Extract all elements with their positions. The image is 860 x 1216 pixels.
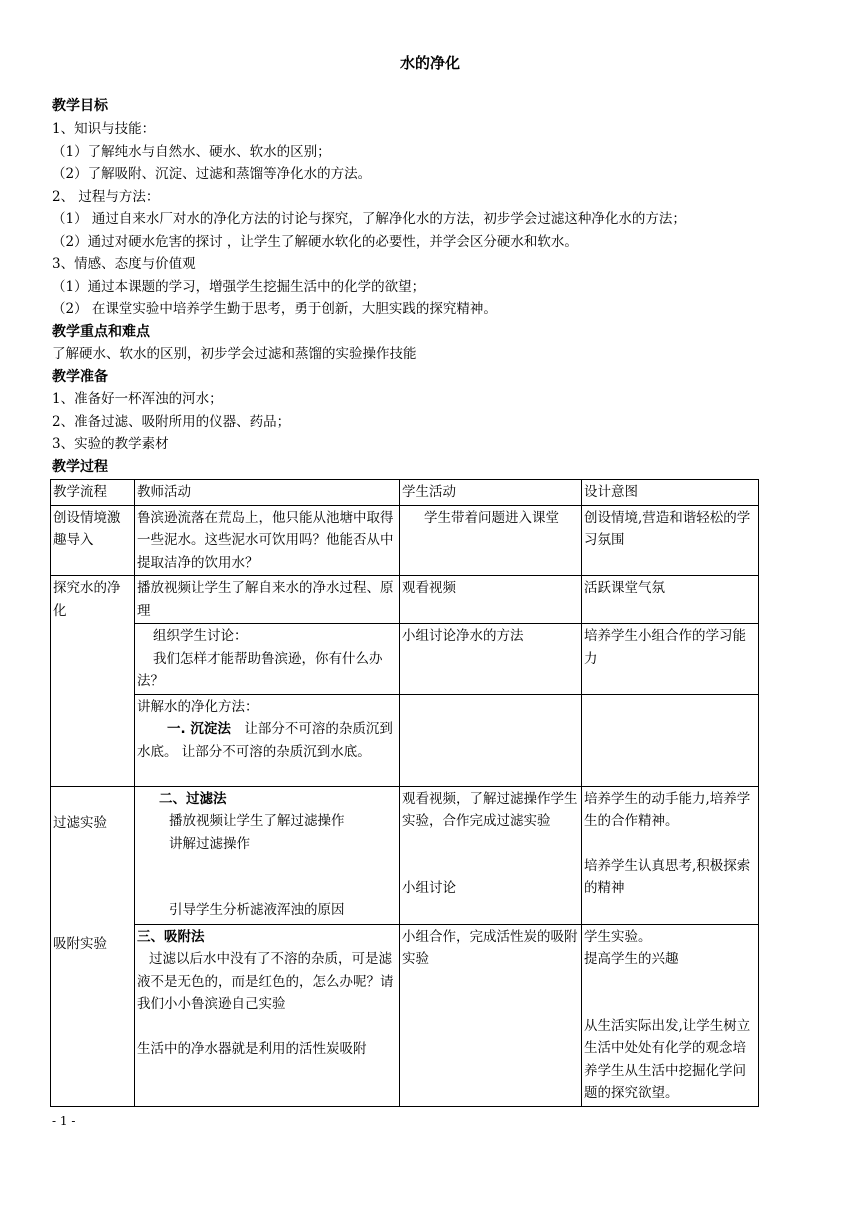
prep-heading: 教学准备 — [52, 369, 108, 385]
goal-3: 3、情感、态度与价值观 — [52, 256, 196, 272]
intent-text: 学生实验。 — [584, 928, 652, 945]
student-text: 小组讨论 — [402, 879, 456, 896]
teacher-text: 过滤以后水中没有了不溶的杂质，可是滤液不是无色的，而是红色的，怎么办呢？请我们小小鲁滨逊自己实验 — [137, 951, 394, 1012]
teacher-cell — [135, 624, 400, 695]
student-cell — [400, 694, 582, 786]
student-cell — [400, 786, 582, 924]
header-teacher: 教师活动 — [135, 480, 400, 506]
header-student: 学生活动 — [400, 480, 582, 506]
intent-cell — [582, 694, 759, 786]
intent-text: 培养学生认真思考,积极探索的精神 — [584, 857, 751, 896]
process-table — [50, 479, 759, 1107]
key-heading: 教学重点和难点 — [52, 324, 150, 340]
teacher-text: 组织学生讨论： — [153, 628, 248, 644]
table-row — [51, 505, 759, 576]
key-text: 了解硬水、软水的区别，初步学会过滤和蒸馏的实验操作技能 — [52, 346, 417, 362]
student-cell — [400, 505, 582, 576]
table-header-row — [51, 480, 759, 506]
intent-cell: 创设情境,营造和谐轻松的学习氛围 — [582, 505, 759, 576]
prep-2: 2、准备过滤、吸附所用的仪器、药品； — [52, 414, 291, 430]
goal-1-1: （1）了解纯水与自然水、硬水、软水的区别； — [52, 144, 331, 160]
teacher-text: 鲁滨逊流落在荒岛上，他只能从池塘中取得一些泥水。这些泥水可饮用吗？他能否从中提取洁净的饮用水？ — [137, 509, 394, 571]
goal-2-2: （2）通过对硬水危害的探讨 ，让学生了解硬水软化的必要性，并学会区分硬水和软水。 — [52, 234, 578, 250]
teacher-cell — [135, 505, 400, 576]
process-heading: 教学过程 — [52, 459, 108, 475]
teacher-text: 我们怎样才能帮助鲁滨逊，你有什么办法？ — [137, 650, 383, 689]
method-title: 一. 沉淀法 — [167, 721, 231, 737]
method-title: 三、吸附法 — [137, 928, 205, 945]
teacher-text: 播放视频让学生了解过滤操作 — [169, 813, 345, 829]
intent-cell: 活跃课堂气氛 — [582, 576, 759, 624]
table-row — [51, 786, 759, 924]
header-intent: 设计意图 — [582, 480, 759, 506]
teacher-cell — [135, 786, 400, 924]
teacher-text: 讲解过滤操作 — [169, 835, 250, 852]
flow-cell: 创设情境激趣导入 — [51, 505, 135, 576]
goal-2: 2、 过程与方法： — [52, 189, 160, 205]
teacher-cell — [135, 924, 400, 1106]
page-number: - 1 - — [52, 1114, 76, 1128]
header-flow: 教学流程 — [51, 480, 135, 506]
prep-1: 1、准备好一杯浑浊的河水； — [52, 391, 223, 407]
goal-3-1: （1）通过本课题的学习，增强学生挖掘生活中的化学的欲望； — [52, 279, 426, 295]
goal-1: 1、知识与技能： — [52, 121, 156, 137]
intent-text: 提高学生的兴趣 — [584, 951, 679, 967]
table-row — [51, 624, 759, 695]
goal-1-2: （2）了解吸附、沉淀、过滤和蒸馏等净化水的方法。 — [52, 166, 372, 182]
goals-heading: 教学目标 — [52, 98, 108, 114]
goal-3-2: （2） 在课堂实验中培养学生勤于思考，勇于创新，大胆实践的探究精神。 — [52, 301, 497, 317]
student-cell: 小组讨论净水的方法 — [400, 624, 582, 695]
prep-3: 3、实验的教学素材 — [52, 436, 169, 452]
student-cell: 观看视频 — [400, 576, 582, 624]
intent-cell — [582, 786, 759, 924]
student-text: 学生带着问题进入课堂 — [424, 509, 559, 526]
student-text: 观看视频，了解过滤操作学生实验，合作完成过滤实验 — [402, 790, 578, 829]
flow-text: 过滤实验 — [53, 814, 107, 831]
intent-text: 培养学生的动手能力,培养学生的合作精神。 — [584, 790, 751, 829]
teacher-text: 让部分不可溶的杂质沉到水底。 让部分不可溶的杂质沉到水底。 — [137, 721, 393, 760]
intent-text: 从生活实际出发,让学生树立生活中处处有化学的观念培养学生从生活中挖掘化学问题的探究欲望。 — [584, 1017, 751, 1101]
student-cell: 小组合作，完成活性炭的吸附实验 — [400, 924, 582, 1106]
method-title: 二、过滤法 — [159, 790, 227, 807]
teacher-text: 播放视频让学生了解自来水的净水过程、原理 — [137, 580, 394, 619]
teacher-text: 讲解水的净化方法： — [137, 698, 259, 715]
goal-2-1: （1） 通过自来水厂对水的净化方法的讨论与探究，了解净化水的方法，初步学会过滤这种净化水的方法； — [52, 211, 686, 227]
flow-cell: 探究水的净化 — [51, 576, 135, 787]
teacher-cell — [135, 694, 400, 786]
intent-cell: 培养学生小组合作的学习能力 — [582, 624, 759, 695]
teacher-text: 生活中的净水器就是利用的活性炭吸附 — [137, 1040, 367, 1057]
teacher-cell — [135, 576, 400, 624]
teacher-text: 引导学生分析滤液浑浊的原因 — [169, 902, 345, 918]
intent-cell — [582, 924, 759, 1106]
table-row — [51, 576, 759, 624]
table-row — [51, 924, 759, 1106]
table-row — [51, 694, 759, 786]
page-title: 水的净化 — [399, 54, 460, 72]
flow-label-absorption: 吸附实验 — [53, 936, 107, 952]
